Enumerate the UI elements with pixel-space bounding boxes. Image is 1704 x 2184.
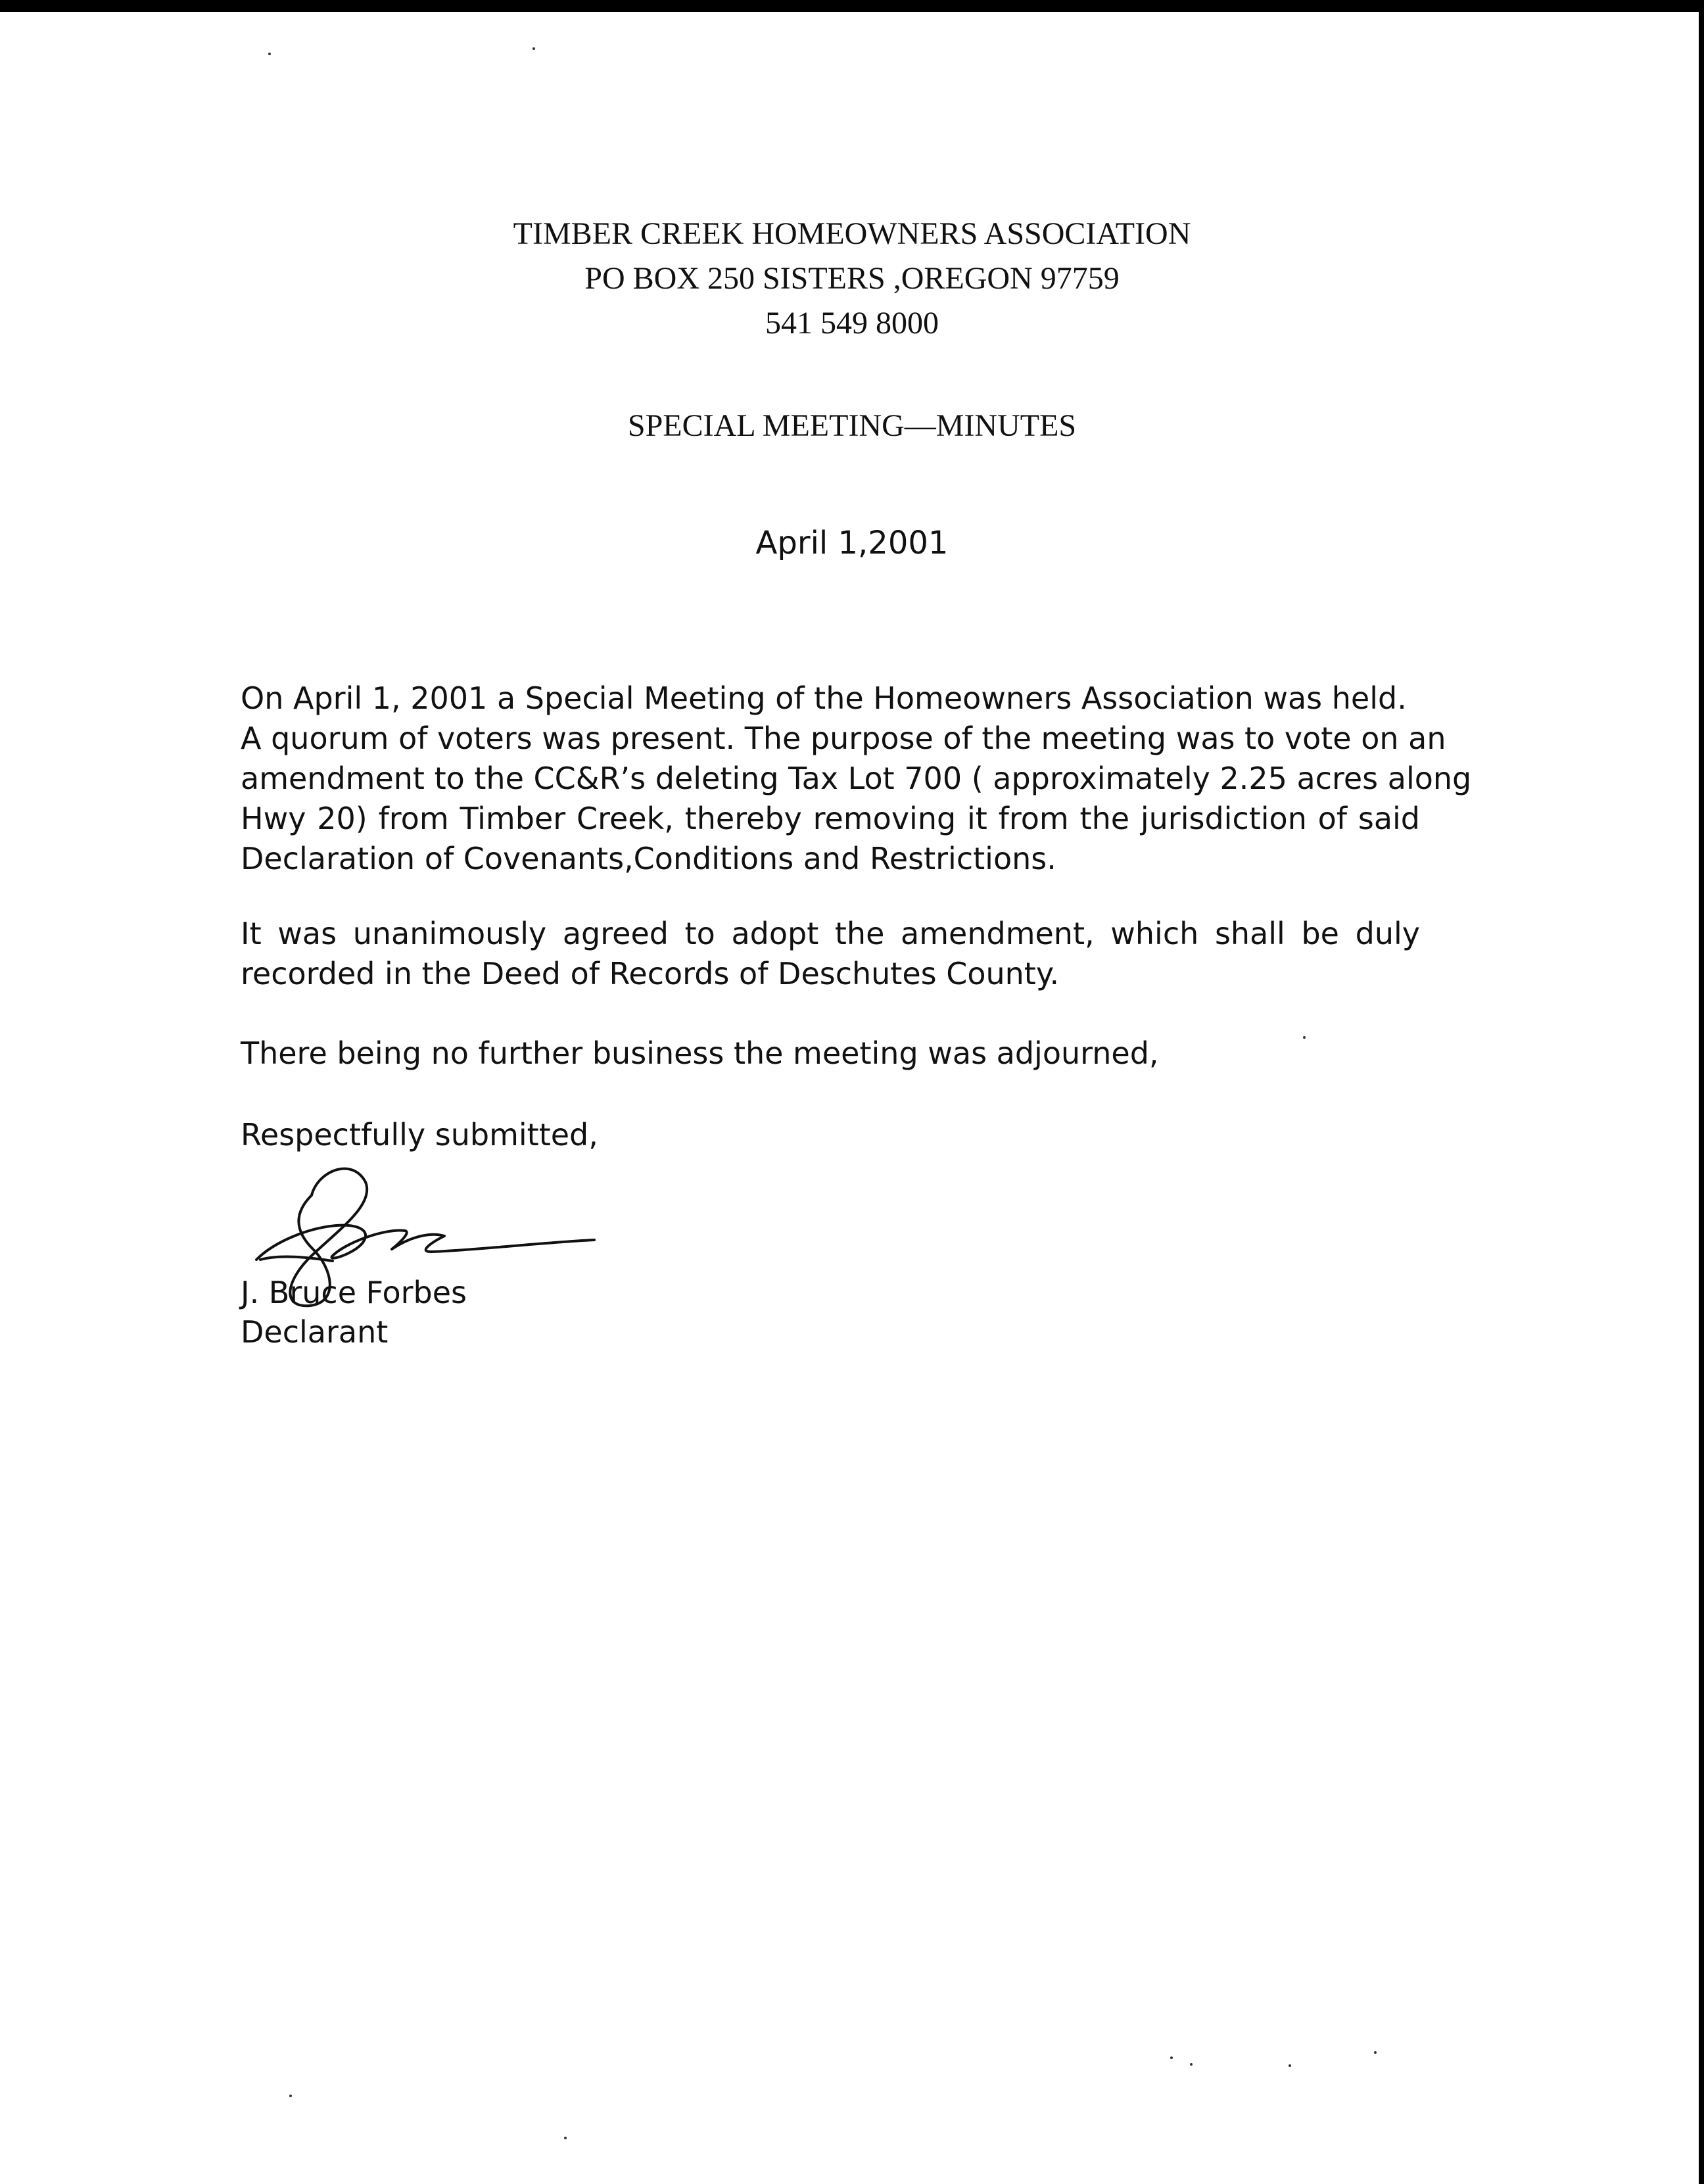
scan-speck xyxy=(532,47,535,50)
scan-speck xyxy=(1170,2056,1173,2059)
paragraph-line: It was unanimously agreed to adopt the amendment, which shall be duly xyxy=(241,916,1420,951)
paragraph-line: recorded in the Deed of Records of Deschutes County. xyxy=(241,956,1060,991)
intro-paragraph xyxy=(241,678,1472,879)
scan-speck xyxy=(1303,1036,1306,1039)
scan-speck xyxy=(564,2137,567,2139)
scan-speck xyxy=(1374,2051,1377,2054)
paragraph-line: amendment to the CC&R’s deleting Tax Lot 700 ( approximately 2.25 acres along xyxy=(241,761,1472,796)
adjournment-text: There being no further business the meeting was adjourned, xyxy=(241,1035,1159,1071)
scan-speck xyxy=(1190,2063,1193,2066)
organization-name: TIMBER CREEK HOMEOWNERS ASSOCIATION xyxy=(513,216,1191,251)
organization-phone: 541 549 8000 xyxy=(765,306,939,341)
paragraph-line: On April 1, 2001 a Special Meeting of the Homeowners Association was held. xyxy=(241,680,1407,716)
scan-speck xyxy=(268,53,271,55)
scan-speck xyxy=(289,2095,292,2097)
paragraph-line: Hwy 20) from Timber Creek, thereby removing it from the jurisdiction of said xyxy=(241,801,1420,836)
adjournment-paragraph xyxy=(241,1033,1420,1074)
resolution-paragraph xyxy=(241,914,1420,994)
scan-border-top xyxy=(0,0,1704,12)
letterhead xyxy=(0,212,1704,346)
meeting-date: April 1,2001 xyxy=(755,525,949,561)
paragraph-line: Declaration of Covenants,Conditions and Restrictions. xyxy=(241,841,1056,876)
closing-text: Respectfully submitted, xyxy=(241,1117,598,1152)
signer-role: Declarant xyxy=(241,1314,389,1350)
paragraph-line: A quorum of voters was present. The purpose of the meeting was to vote on an xyxy=(241,721,1446,756)
document-title: SPECIAL MEETING—MINUTES xyxy=(627,408,1077,443)
signer-name: J. Bruce Forbes xyxy=(241,1275,467,1310)
signer-block xyxy=(241,1273,467,1352)
organization-address: PO BOX 250 SISTERS ,OREGON 97759 xyxy=(584,261,1120,296)
scan-speck xyxy=(1289,2064,1291,2067)
